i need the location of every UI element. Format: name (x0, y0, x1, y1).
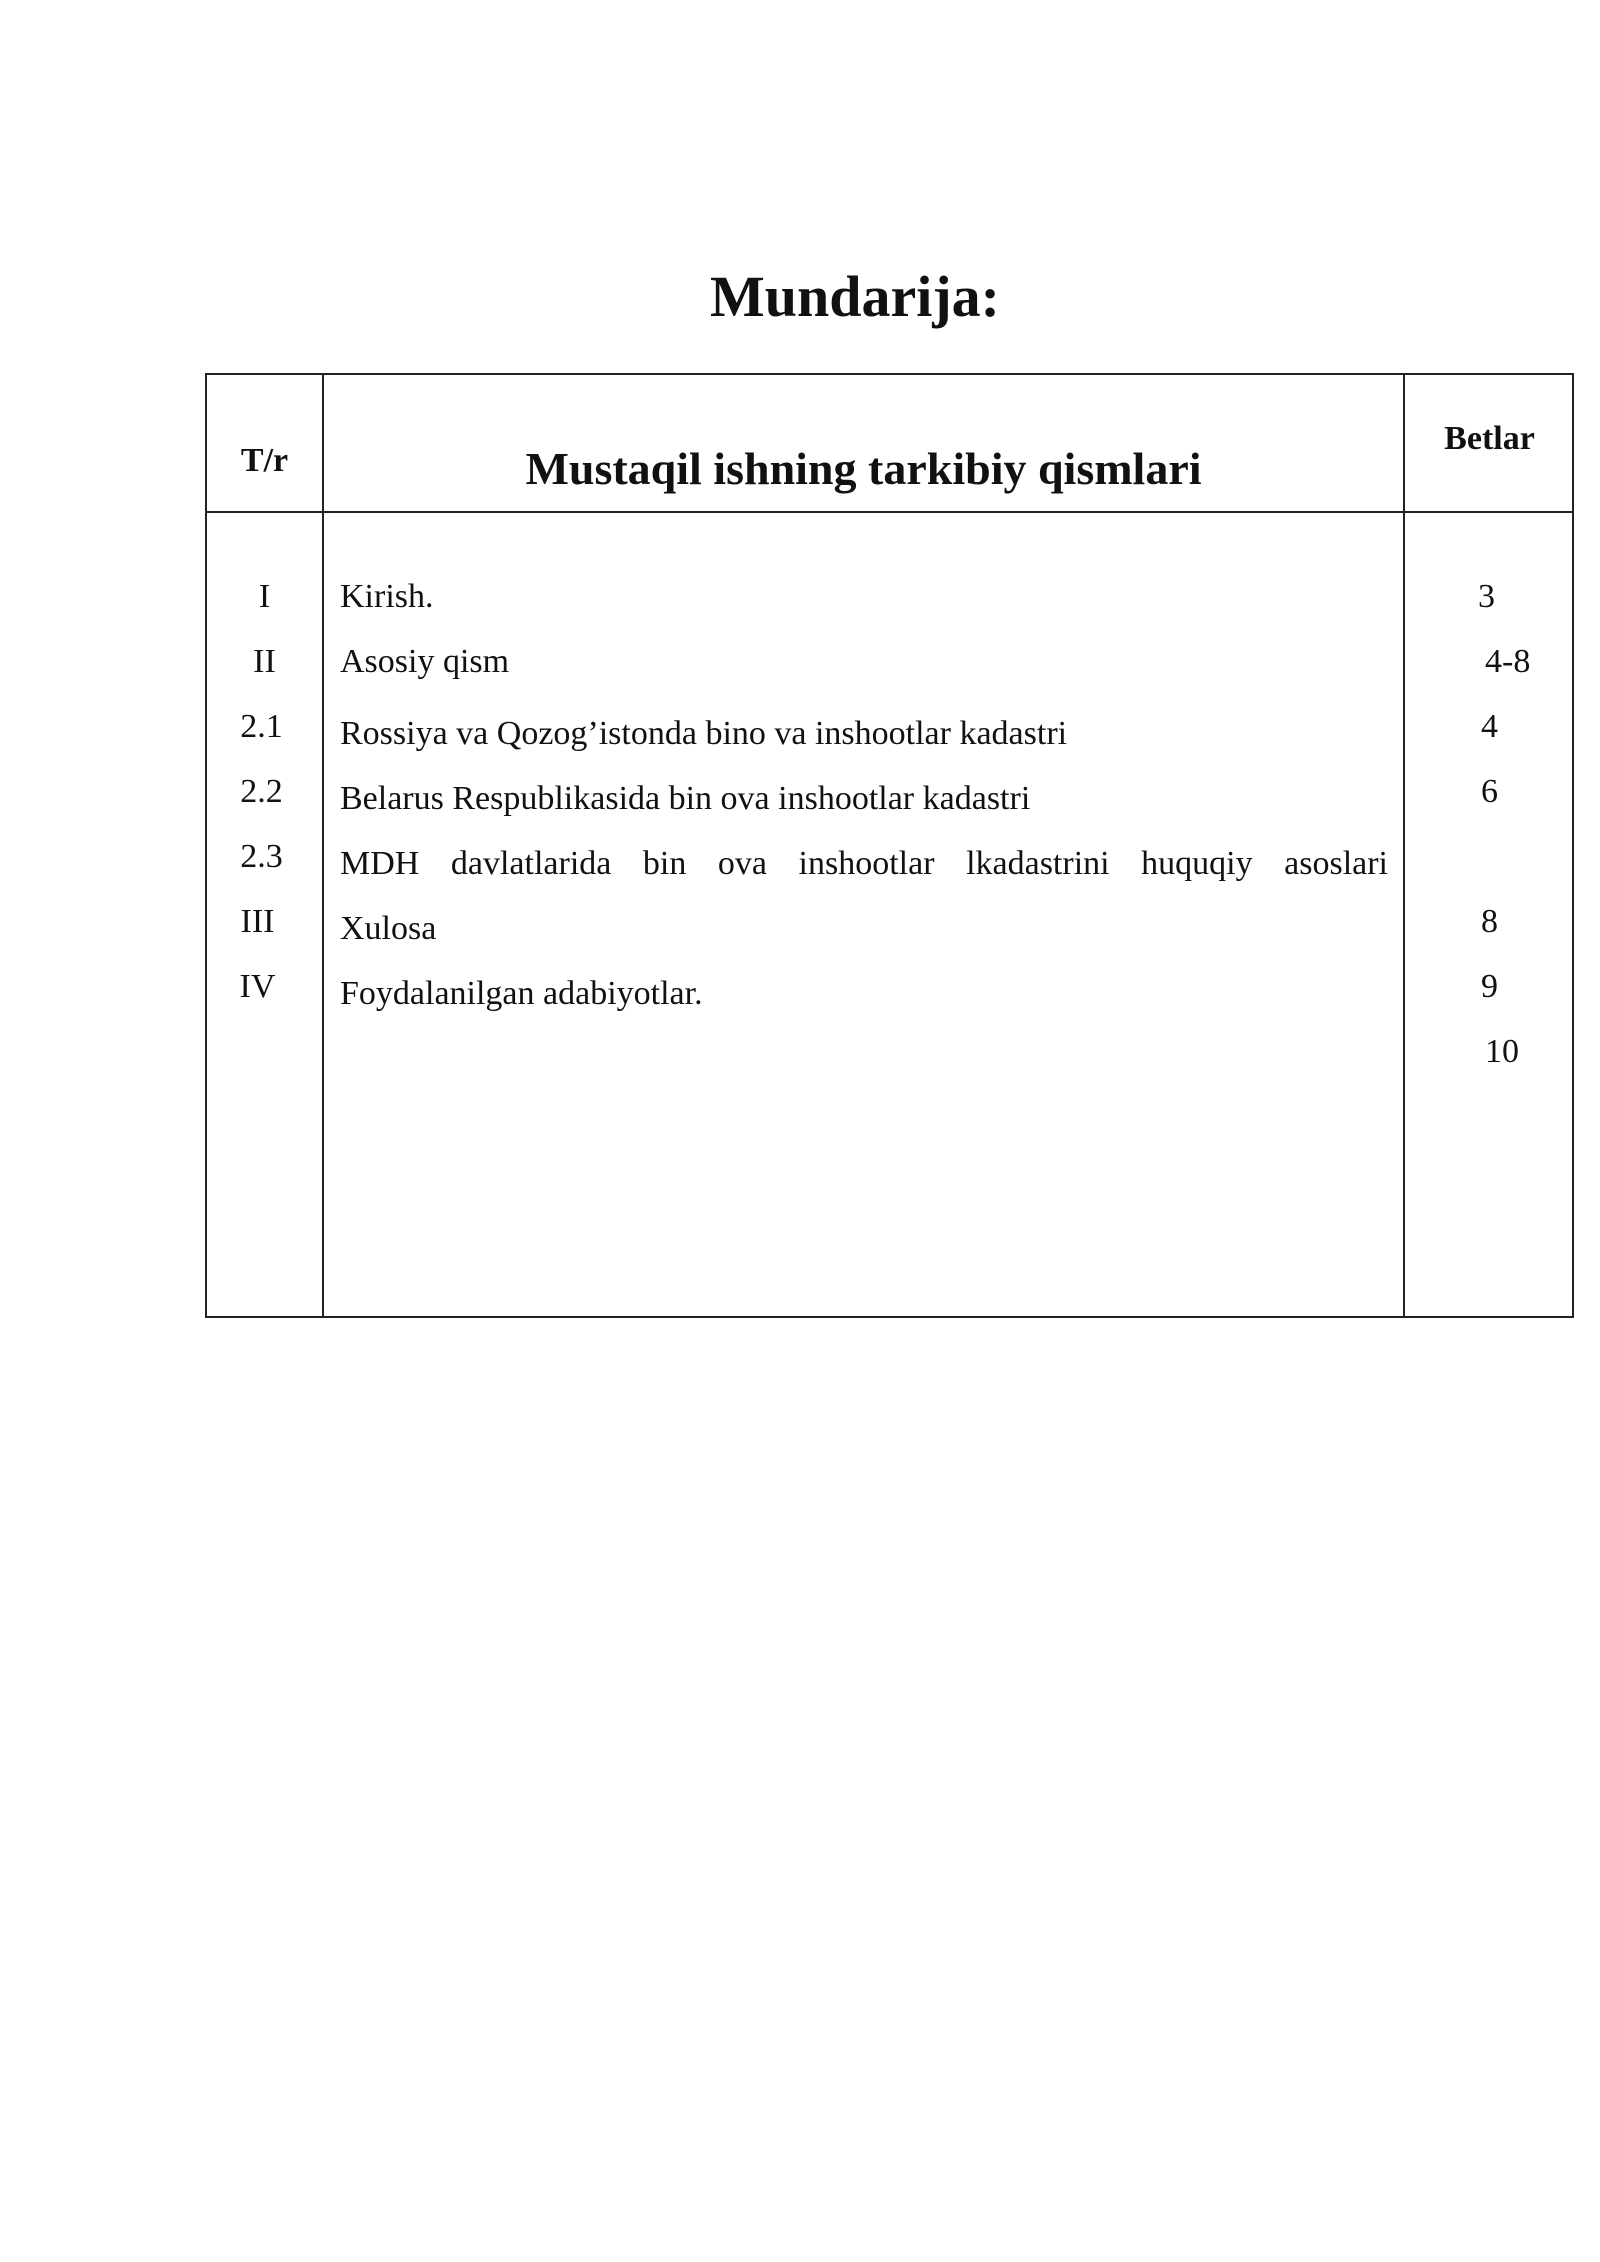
column-divider (1403, 375, 1405, 1316)
entry-number: III (240, 903, 275, 940)
entry-title: MDH davlatlarida bin ova inshootlar lkadastrini huquqiy asoslari (340, 845, 1388, 882)
entry-page: 8 (1481, 903, 1498, 940)
table-of-contents (205, 373, 1574, 1318)
entry-page: 6 (1481, 773, 1498, 810)
column-divider (322, 375, 324, 1316)
entry-number: 2.2 (240, 773, 283, 810)
entry-page: 4-8 (1485, 643, 1531, 680)
page-title: Mundarija: (710, 264, 1000, 329)
entry-title: Asosiy qism (340, 643, 510, 680)
entry-title: Kirish. (340, 578, 434, 615)
header-pages: Betlar (1444, 420, 1535, 457)
entry-title: Rossiya va Qozog’istonda bino va inshootlar kadastri (340, 715, 1068, 752)
entry-number: IV (239, 968, 276, 1005)
entry-number: 2.3 (240, 838, 283, 875)
header-title: Mustaqil ishning tarkibiy qismlari (525, 443, 1202, 494)
entry-number: 2.1 (240, 708, 283, 745)
entry-title: Xulosa (340, 910, 437, 947)
header-number: T/r (240, 442, 289, 479)
entry-title: Foydalanilgan adabiyotlar. (340, 975, 703, 1012)
entry-page: 3 (1478, 578, 1495, 615)
entry-page: 9 (1481, 968, 1498, 1005)
entry-number: I (258, 578, 271, 615)
entry-page: 4 (1481, 708, 1498, 745)
header-divider (207, 511, 1572, 513)
entry-number: II (253, 643, 276, 680)
entry-page: 10 (1485, 1033, 1519, 1070)
entry-title: Belarus Respublikasida bin ova inshootlar kadastri (340, 780, 1031, 817)
